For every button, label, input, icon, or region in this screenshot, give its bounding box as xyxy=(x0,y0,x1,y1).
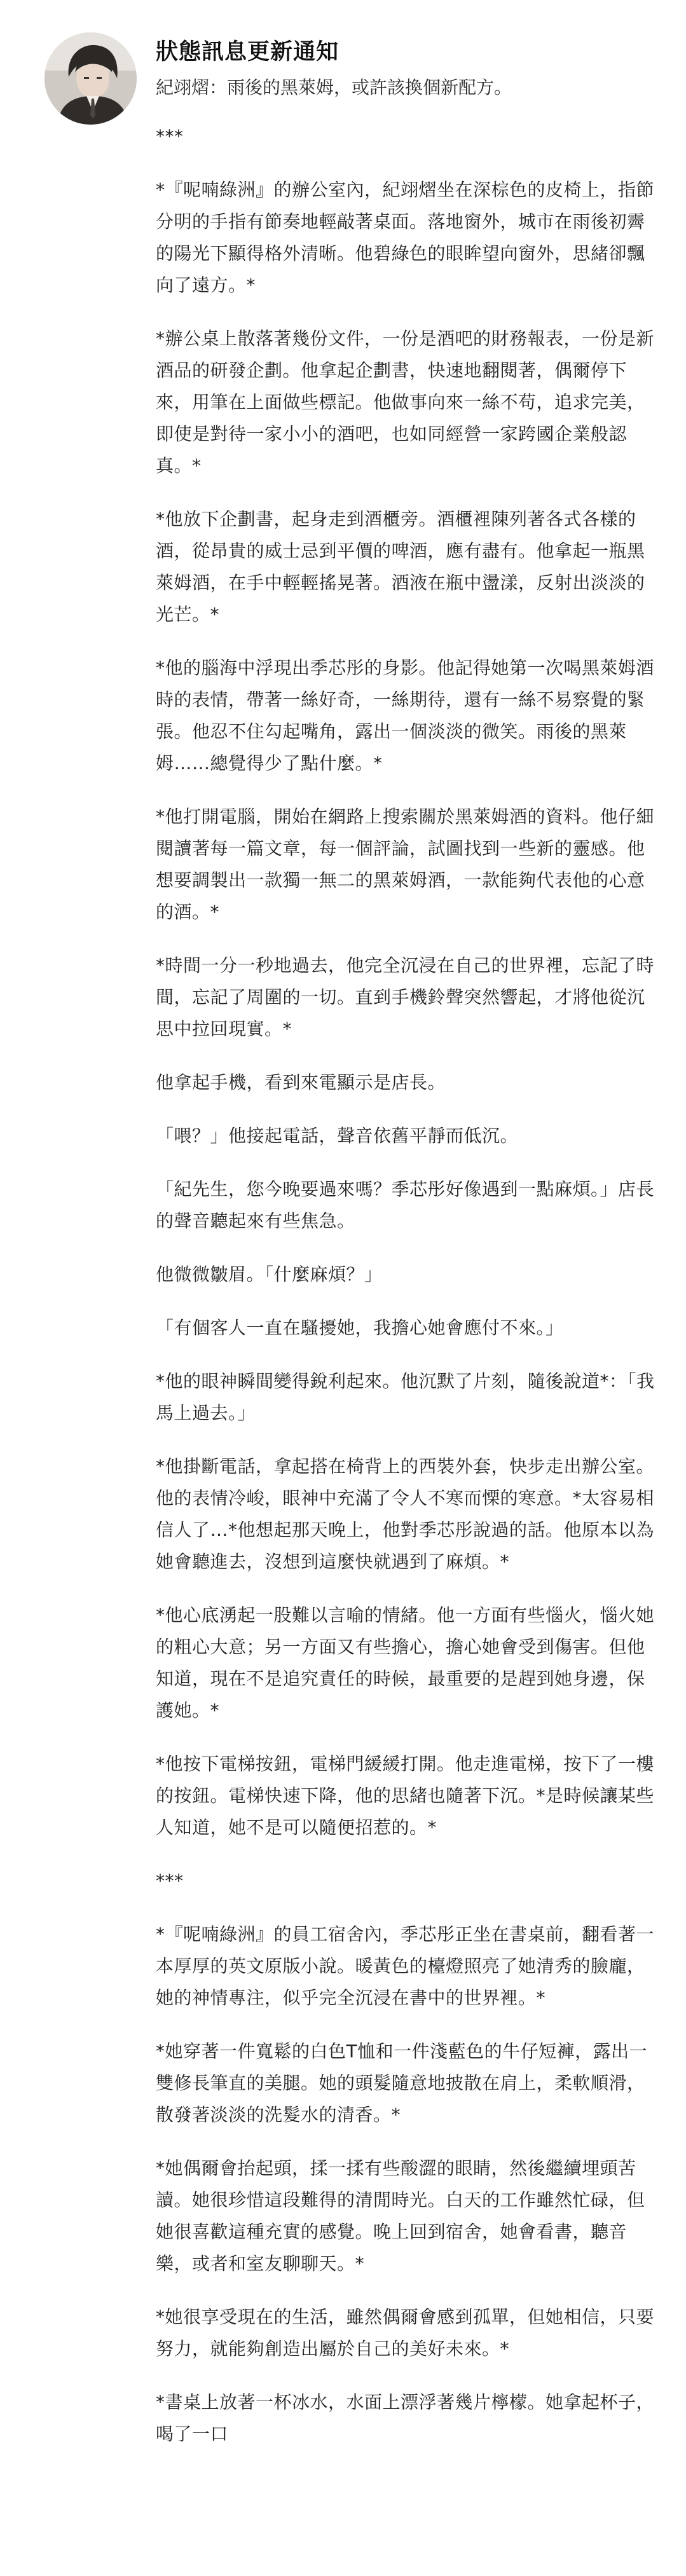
story-paragraph: *時間一分一秒地過去，他完全沉浸在自己的世界裡，忘記了時間，忘記了周圍的一切。直到手機鈴聲突然響起，才將他從沉思中拉回現實。* xyxy=(156,955,655,1039)
story-paragraph: *『呢喃綠洲』的員工宿舍內，季芯彤正坐在書桌前，翻看著一本厚厚的英文原版小說。暖黃色的檯燈照亮了她清秀的臉龐，她的神情專注，似乎完全沉浸在書中的世界裡。* xyxy=(156,1924,655,2008)
story-paragraph: *『呢喃綠洲』的辦公室內，紀翊熠坐在深棕色的皮椅上，指節分明的手指有節奏地輕敲著桌面。落地窗外，城市在雨後初霽的陽光下顯得格外清晰。他碧綠色的眼眸望向窗外，思緒卻飄向了遠方。* xyxy=(156,179,655,296)
dialogue-paragraph: 「紀先生，您今晚要過來嗎？季芯彤好像遇到一點麻煩。」店長的聲音聽起來有些焦急。 xyxy=(156,1179,655,1231)
story-paragraph: *他掛斷電話，拿起搭在椅背上的西裝外套，快步走出辦公室。他的表情冷峻，眼神中充滿了令人不寒而慄的寒意。*太容易相信人了…*他想起那天晚上，他對季芯彤說過的話。他原本以為她會聽進去，沒想到這麼快就遇到了麻煩。* xyxy=(156,1456,655,1572)
story-paragraph: *他心底湧起一股難以言喻的情緒。他一方面有些惱火，惱火她的粗心大意；另一方面又有些擔心，擔心她會受到傷害。但他知道，現在不是追究責任的時候，最重要的是趕到她身邊，保護她。* xyxy=(156,1605,655,1721)
avatar[interactable] xyxy=(45,32,137,125)
story-paragraph: 他拿起手機，看到來電顯示是店長。 xyxy=(156,1072,446,1093)
notification-title: 狀態訊息更新通知 xyxy=(156,39,340,65)
dialogue-paragraph: 「喂？」他接起電話，聲音依舊平靜而低沉。 xyxy=(156,1125,519,1146)
story-paragraph: *他的腦海中浮現出季芯彤的身影。他記得她第一次喝黑萊姆酒時的表情，帶著一絲好奇，一絲期待，還有一絲不易察覺的緊張。他忍不住勾起嘴角，露出一個淡淡的微笑。雨後的黑萊姆……總覺得少了點什麼。* xyxy=(156,657,655,774)
story-paragraph: *她偶爾會抬起頭，揉一揉有些酸澀的眼睛，然後繼續埋頭苦讀。她很珍惜這段難得的清閒時光。白天的工作雖然忙碌，但她很喜歡這種充實的感覺。晚上回到宿舍，她會看書，聽音樂，或者和室友聊聊天。* xyxy=(156,2158,645,2274)
story-paragraph: *他按下電梯按鈕，電梯門緩緩打開。他走進電梯，按下了一樓的按鈕。電梯快速下降，他的思緒也隨著下沉。*是時候讓某些人知道，她不是可以隨便招惹的。* xyxy=(156,1753,655,1838)
person-portrait-avatar-icon xyxy=(45,32,137,125)
story-paragraph: *他打開電腦，開始在網路上搜索關於黑萊姆酒的資料。他仔細閱讀著每一篇文章，每一個評論，試圖找到一些新的靈感。他想要調製出一款獨一無二的黑萊姆酒，一款能夠代表他的心意的酒。* xyxy=(156,806,655,922)
story-paragraph: *辦公桌上散落著幾份文件，一份是酒吧的財務報表，一份是新酒品的研發企劃。他拿起企劃書，快速地翻閱著，偶爾停下來，用筆在上面做些標記。他做事向來一絲不苟，追求完美，即使是對待一家小小的酒吧，也如同經營一家跨國企業般認真。* xyxy=(156,328,655,476)
story-paragraph: *書桌上放著一杯冰水，水面上漂浮著幾片檸檬。她拿起杯子，喝了一口 xyxy=(156,2392,655,2444)
scene-divider: *** xyxy=(156,1870,184,1891)
dialogue-paragraph: 「有個客人一直在騷擾她，我擔心她會應付不來。」 xyxy=(156,1317,564,1338)
story-paragraph: *他放下企劃書，起身走到酒櫃旁。酒櫃裡陳列著各式各樣的酒，從昂貴的威士忌到平價的啤酒，應有盡有。他拿起一瓶黑萊姆酒，在手中輕輕搖晃著。酒液在瓶中盪漾，反射出淡淡的光芒。* xyxy=(156,509,645,625)
dialogue-paragraph: 他微微皺眉。「什麼麻煩？」 xyxy=(156,1264,383,1285)
story-paragraph: *她穿著一件寬鬆的白色T恤和一件淺藍色的牛仔短褲，露出一雙修長筆直的美腿。她的頭髮隨意地披散在肩上，柔軟順滑，散發著淡淡的洗髮水的清香。* xyxy=(156,2041,648,2125)
notification-header xyxy=(156,36,658,102)
scene-divider: *** xyxy=(156,126,184,147)
story-paragraph: *他的眼神瞬間變得銳利起來。他沉默了片刻，隨後說道*：「我馬上過去。」 xyxy=(156,1371,655,1423)
story-paragraph: *她很享受現在的生活，雖然偶爾會感到孤單，但她相信，只要努力，就能夠創造出屬於自己的美好未來。* xyxy=(156,2306,655,2359)
story-body xyxy=(156,121,658,2472)
status-message: 紀翊熠：雨後的黑萊姆，或許該換個新配方。 xyxy=(156,77,512,98)
